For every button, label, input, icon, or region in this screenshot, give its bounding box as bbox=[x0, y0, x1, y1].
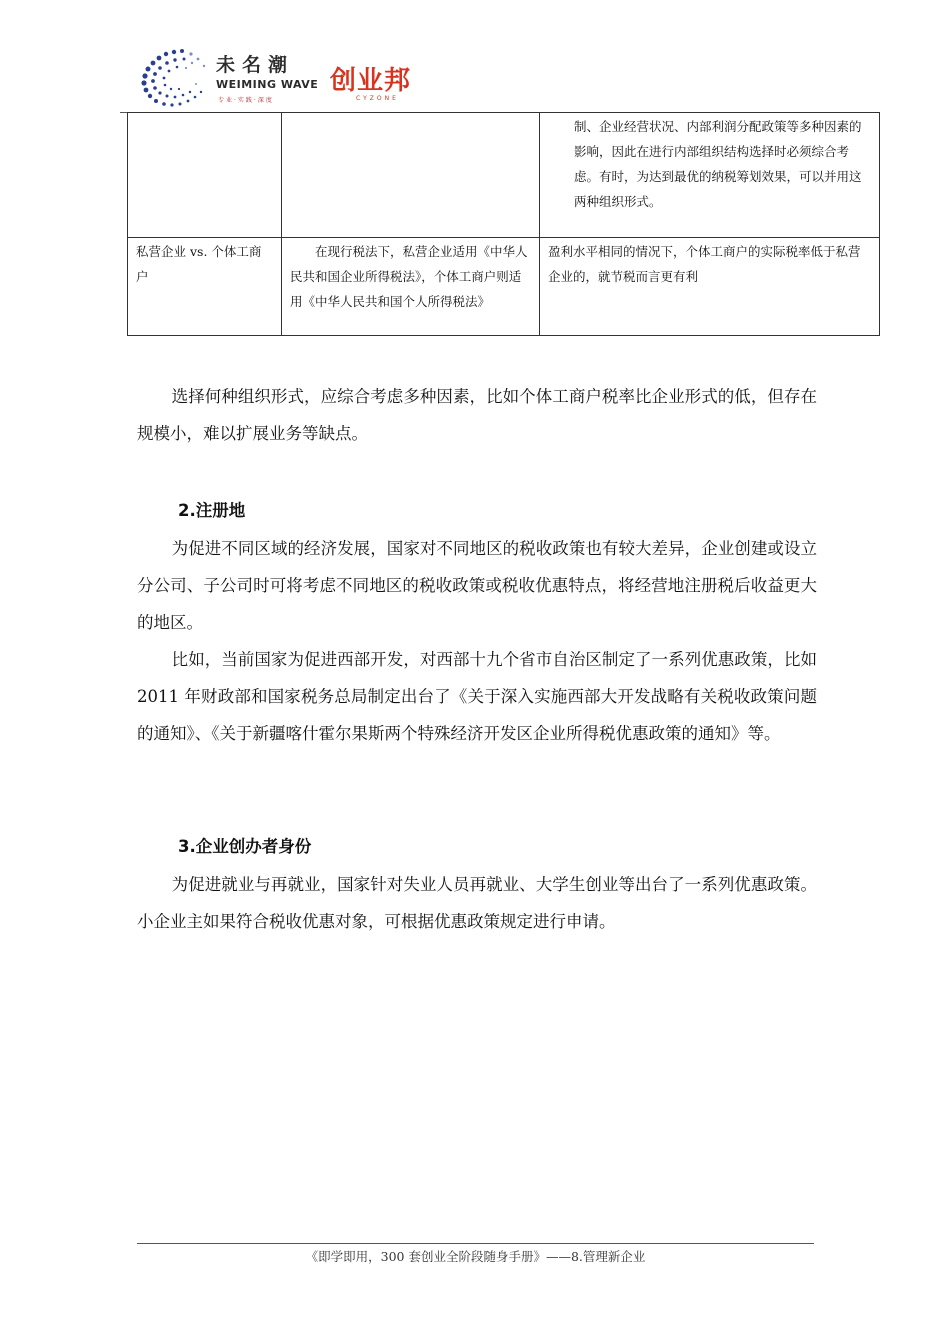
table-cell bbox=[540, 113, 880, 238]
footer-divider bbox=[137, 1243, 814, 1244]
brand-chinese-name: 未名潮 bbox=[216, 54, 295, 76]
cell-text: 私营企业 vs. 个体工商户 bbox=[136, 244, 262, 284]
table-cell bbox=[128, 238, 282, 336]
page-header bbox=[130, 40, 820, 112]
section-registration-body bbox=[137, 530, 817, 752]
table-cell bbox=[282, 238, 540, 336]
section-heading-founder-identity: 3.企业创办者身份 bbox=[178, 837, 312, 856]
page-footer: 《即学即用，300 套创业全阶段随身手册》——8.管理新企业 bbox=[305, 1249, 646, 1264]
paragraph: 为促进不同区域的经济发展，国家对不同地区的税收政策也有较大差异，企业创建或设立分公司、子公司时可将考虑不同地区的税收政策或税收优惠特点，将经营地注册税后收益更大的地区。 bbox=[137, 539, 817, 632]
table-cell bbox=[540, 238, 880, 336]
cell-text: 在现行税法下，私营企业适用《中华人民共和国企业所得税法》，个体工商户则适用《中华人民共和国个人所得税法》 bbox=[290, 244, 528, 309]
cell-text: 制、企业经营状况、内部利润分配政策等多种因素的影响，因此在进行内部组织结构选择时必须综合考虑。有时，为达到最优的纳税筹划效果，可以并用这两种组织形式。 bbox=[574, 119, 862, 209]
section-founder-body bbox=[137, 866, 817, 940]
org-form-comparison-table bbox=[127, 112, 880, 336]
table-row bbox=[128, 238, 880, 336]
paragraph: 为促进就业与再就业，国家针对失业人员再就业、大学生创业等出台了一系列优惠政策。小企业主如果符合税收优惠对象，可根据优惠政策规定进行申请。 bbox=[137, 875, 817, 931]
partner-logo-text: 创业邦 bbox=[330, 66, 412, 96]
partner-logo-subtext: CYZONE bbox=[356, 95, 399, 102]
paragraph: 选择何种组织形式，应综合考虑多种因素，比如个体工商户税率比企业形式的低，但存在规模小，难以扩展业务等缺点。 bbox=[137, 387, 817, 443]
org-form-summary bbox=[137, 378, 817, 452]
brand-tagline: 专业·实践·深度 bbox=[218, 97, 274, 104]
table-cell bbox=[282, 113, 540, 238]
section-heading-registration: 2.注册地 bbox=[178, 501, 246, 520]
wave-logo-icon bbox=[134, 46, 212, 110]
paragraph: 比如，当前国家为促进西部开发，对西部十九个省市自治区制定了一系列优惠政策，比如 2011 年财政部和国家税务总局制定出台了《关于深入实施西部大开发战略有关税收政策问题的通知》、《关于新疆喀什霍尔果斯两个特殊经济开发区企业所得税优惠政策的通知》等。 bbox=[137, 650, 817, 743]
cell-text: 盈利水平相同的情况下，个体工商户的实际税率低于私营企业的，就节税而言更有利 bbox=[548, 244, 861, 284]
table-cell bbox=[128, 113, 282, 238]
brand-english-name: WEIMING WAVE bbox=[216, 78, 319, 91]
table-row bbox=[128, 113, 880, 238]
